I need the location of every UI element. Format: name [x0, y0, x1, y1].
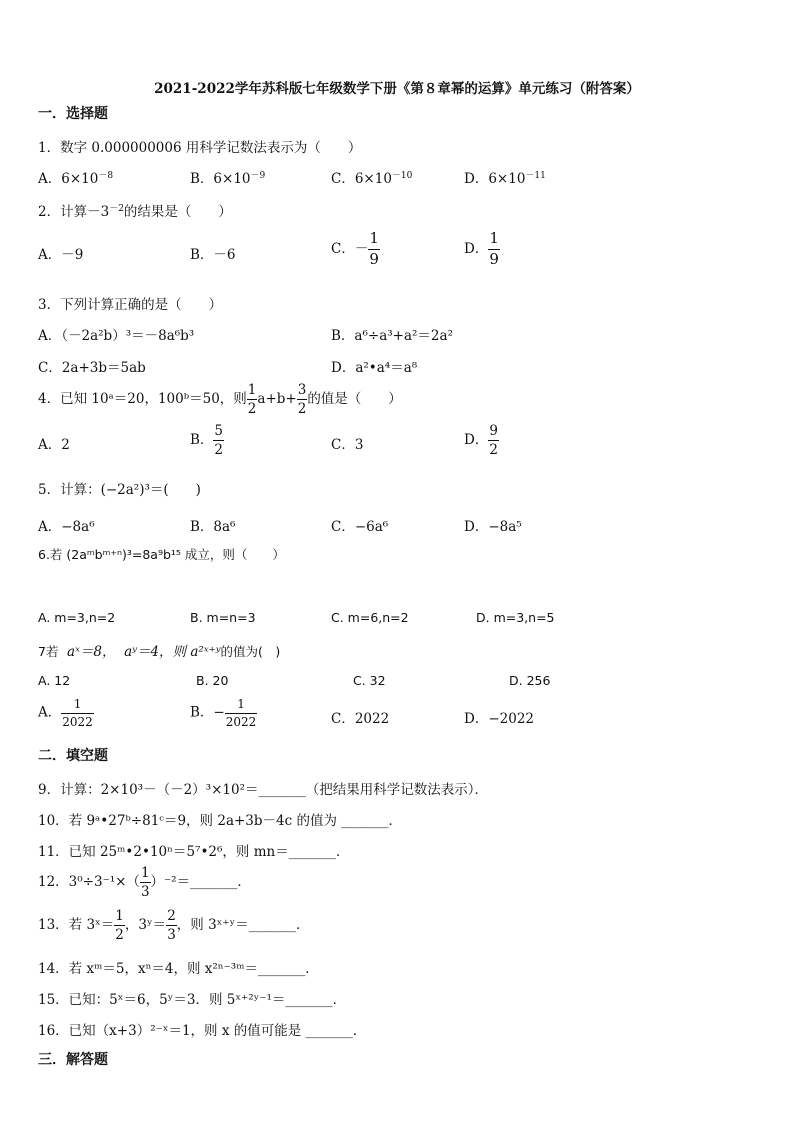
- q3-option-c: C．2a+3b＝5ab: [38, 360, 146, 376]
- q6-option-b: B. m=n=3: [190, 610, 256, 625]
- question-11: 11．已知 25ᵐ•2•10ⁿ＝5⁷•2⁶，则 mn＝_______．: [38, 844, 350, 860]
- q1-option-b: B．$6\times 10^{-9}$: [190, 171, 266, 187]
- q8-option-c: C．2022: [331, 711, 390, 727]
- question-5: 5．计算：(−2a²)³＝( ): [38, 482, 201, 498]
- q4-option-c: C．3: [331, 437, 364, 453]
- q2-option-d: D． $\frac{1}{9}$: [464, 229, 499, 268]
- section-solve: 三．解答题: [38, 1052, 108, 1068]
- q1-option-c: C．$6\times 10^{-10}$: [331, 171, 413, 187]
- section-choice: 一．选择题: [38, 106, 108, 122]
- q6-option-d: D. m=3,n=5: [476, 610, 555, 625]
- q2-option-b: B．－6: [190, 247, 236, 263]
- question-9: 9．计算：2×10³－（－2）³×10²＝_______（把结果用科学记数法表示）．: [38, 782, 488, 798]
- question-10: 10．若 9ᵃ•27ᵇ÷81ᶜ＝9，则 2a+3b－4c 的值为 _______．: [38, 813, 403, 829]
- q3-option-a: A．（－2a²b）³＝－8a⁶b³: [38, 328, 195, 344]
- question-6: 6.若 (2aᵐbᵐ⁺ⁿ)³=8a⁹b¹⁵ 成立，则（ ）: [38, 547, 285, 562]
- q4-option-d: D． $\frac{9}{2}$: [464, 423, 498, 459]
- question-13: 13．若 3ˣ＝ $\frac{1}{2}$ ，3ʸ＝ $\frac{2}{3}$ ，则 3ˣ⁺ʸ＝_______．: [38, 908, 310, 944]
- q4-option-a: A．2: [38, 437, 70, 453]
- q1-option-a: A．$6\times 10^{-8}$: [38, 171, 114, 187]
- question-7: 7若 aˣ＝8， aʸ＝4，则 a²ˣ⁺ʸ的值为( ): [38, 644, 281, 660]
- q8-option-a: A． $\frac{1}{2022}$: [38, 697, 93, 729]
- q3-option-d: D．a²•a⁴＝a⁸: [331, 360, 418, 376]
- question-3: 3．下列计算正确的是（ ）: [38, 297, 223, 313]
- page-title: 2021-2022学年苏科版七年级数学下册《第８章幂的运算》单元练习（附答案）: [154, 81, 640, 97]
- q2-option-a: A．－9: [38, 247, 84, 263]
- q6-option-c: C. m=6,n=2: [331, 610, 409, 625]
- q7-option-a: A. 12: [38, 673, 71, 688]
- question-4: 4．已知 10ᵃ＝20，100ᵇ＝50，则 $\frac{1}{2}$ a+b+ $\frac{3}{2}$ 的值是（ ）: [38, 382, 402, 418]
- q4-option-b: B． $\frac{5}{2}$: [190, 423, 224, 459]
- section-fill-blank: 二．填空题: [38, 748, 108, 764]
- q7-option-c: C. 32: [353, 673, 386, 688]
- q7-option-d: D. 256: [509, 673, 551, 688]
- question-2: 2．计算$-3^{-2}$的结果是（ ）: [38, 204, 232, 220]
- question-15: 15．已知：5ˣ＝6，5ʸ＝3．则 5ˣ⁺²ʸ⁻¹＝_______．: [38, 992, 347, 1008]
- q2-option-c: C．－ $\frac{1}{9}$: [331, 229, 379, 268]
- question-16: 16．已知（x+3）²⁻ˣ＝1，则 x 的值可能是 _______．: [38, 1023, 367, 1039]
- q6-option-a: A. m=3,n=2: [38, 610, 116, 625]
- q5-option-b: B．8a⁶: [190, 519, 236, 535]
- q7-option-b: B. 20: [196, 673, 229, 688]
- q5-option-a: A．−8a⁶: [38, 519, 95, 535]
- q5-option-c: C．−6a⁶: [331, 519, 389, 535]
- q8-option-d: D．−2022: [464, 711, 534, 727]
- question-12: 12．3⁰÷3⁻¹×（ $\frac{1}{3}$ ）⁻²＝_______．: [38, 865, 251, 901]
- q8-option-b: B．− $\frac{1}{2022}$: [190, 697, 257, 729]
- q5-option-d: D．−8a⁵: [464, 519, 522, 535]
- q1-option-d: D．$6\times 10^{-11}$: [464, 171, 546, 187]
- question-1: 1．数字 0.000000006 用科学记数法表示为（ ）: [38, 140, 362, 156]
- q3-option-b: B．a⁶÷a³+a²＝2a²: [331, 328, 453, 344]
- question-14: 14．若 xᵐ＝5，xⁿ＝4，则 x²ⁿ⁻³ᵐ＝_______．: [38, 961, 319, 977]
